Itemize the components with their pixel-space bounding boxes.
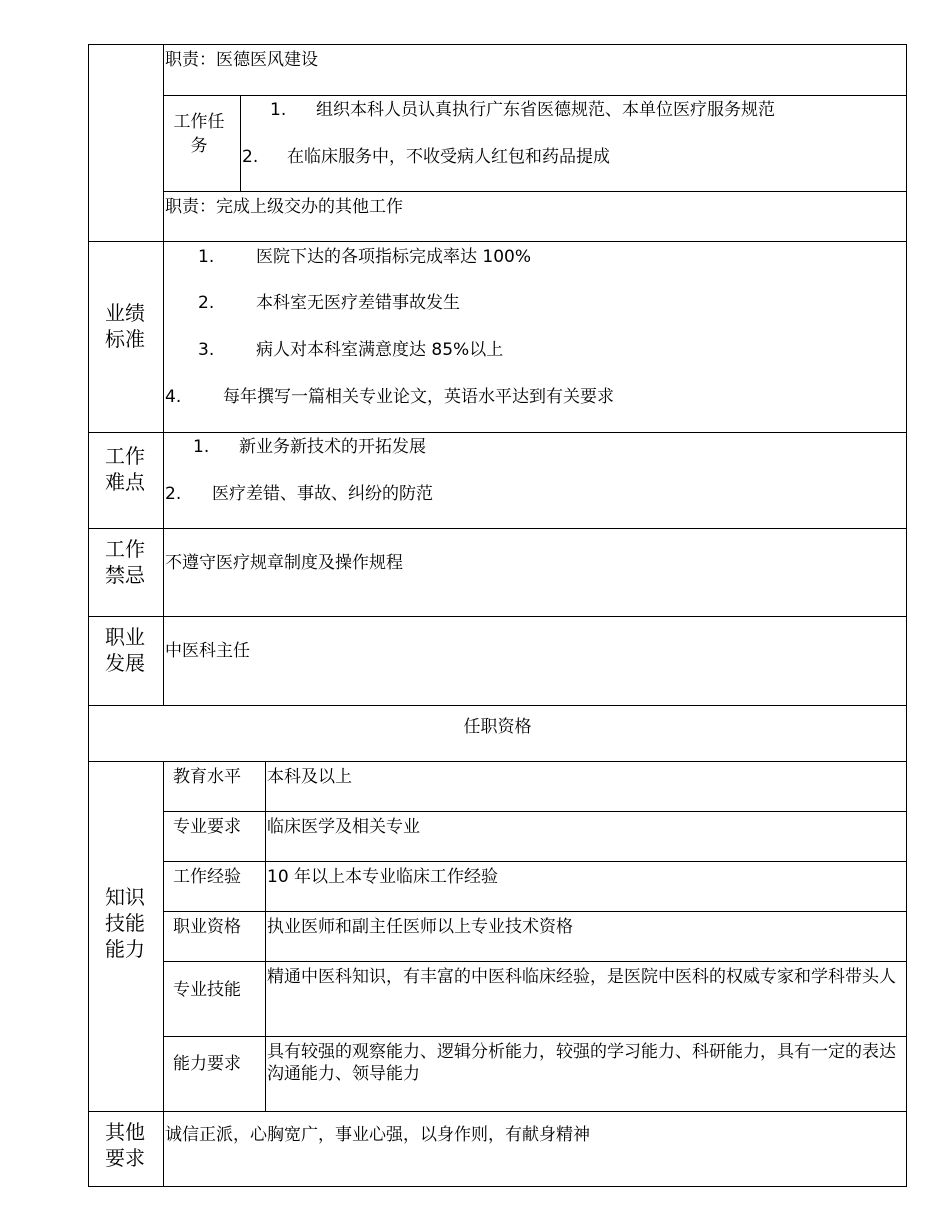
other-label: 其他要求	[105, 1120, 145, 1170]
knowledge-value: 执业医师和副主任医师以上专业技术资格	[267, 917, 573, 937]
knowledge-row-line	[163, 861, 907, 862]
performance-text: 医院下达的各项指标完成率达 100%	[256, 247, 532, 267]
other-text: 诚信正派，心胸宽广，事业心强，以身作则，有献身精神	[165, 1125, 590, 1145]
knowledge-value: 具有较强的观察能力、逻辑分析能力，较强的学习能力、科研能力，具有一定的表达沟通能力、领导能力	[267, 1042, 896, 1084]
knowledge-label: 知识技能能力	[105, 885, 145, 961]
task-number: 1.	[270, 100, 287, 120]
taboo-label: 工作禁忌	[105, 537, 145, 587]
knowledge-row-line	[163, 911, 907, 912]
section-line	[88, 1111, 907, 1112]
knowledge-key: 专业要求	[173, 817, 241, 837]
knowledge-row-line	[163, 1036, 907, 1037]
taboo-text: 不遵守医疗规章制度及操作规程	[165, 553, 403, 573]
difficulty-number: 1.	[193, 437, 210, 457]
knowledge-key: 职业资格	[173, 917, 241, 937]
section-line	[88, 616, 907, 617]
performance-text: 本科室无医疗差错事故发生	[256, 293, 460, 313]
difficulty-number: 2.	[165, 484, 182, 504]
label-column-divider-lower	[163, 761, 164, 1187]
knowledge-key: 工作经验	[173, 867, 241, 887]
performance-number: 1.	[198, 247, 215, 267]
qualification-header: 任职资格	[463, 717, 532, 737]
performance-number: 4.	[165, 387, 182, 407]
difficulty-text: 医疗差错、事故、纠纷的防范	[212, 484, 433, 504]
label-column-divider	[163, 44, 164, 705]
knowledge-row-line	[163, 961, 907, 962]
performance-text: 每年撰写一篇相关专业论文，英语水平达到有关要求	[223, 387, 614, 407]
knowledge-value: 10 年以上本专业临床工作经验	[267, 867, 499, 887]
career-text: 中医科主任	[165, 641, 250, 661]
difficulty-label: 工作难点	[105, 444, 145, 494]
performance-number: 2.	[198, 293, 215, 313]
section-line	[88, 761, 907, 762]
section-line	[88, 705, 907, 706]
career-label: 职业发展	[105, 625, 145, 675]
knowledge-value: 本科及以上	[267, 767, 352, 787]
knowledge-value: 精通中医科知识，有丰富的中医科临床经验，是医院中医科的权威专家和学科带头人	[267, 967, 896, 987]
section-line	[88, 241, 907, 242]
knowledge-key: 专业技能	[173, 980, 241, 1000]
difficulty-text: 新业务新技术的开拓发展	[239, 437, 426, 457]
knowledge-row-line	[163, 811, 907, 812]
performance-text: 病人对本科室满意度达 85%以上	[256, 340, 504, 360]
knowledge-key-divider	[265, 761, 266, 1111]
duty-row-line	[163, 95, 907, 96]
task-text: 在临床服务中，不收受病人红包和药品提成	[287, 147, 610, 167]
duty-row-line	[163, 191, 907, 192]
performance-label: 业绩标准	[105, 301, 145, 351]
task-text: 组织本科人员认真执行广东省医德规范、本单位医疗服务规范	[316, 100, 775, 120]
knowledge-value: 临床医学及相关专业	[267, 817, 420, 837]
section-line	[88, 432, 907, 433]
task-label-divider	[240, 95, 241, 191]
duty-text: 职责：医德医风建设	[165, 50, 318, 70]
performance-number: 3.	[198, 340, 215, 360]
knowledge-key: 教育水平	[173, 767, 241, 787]
section-line	[88, 528, 907, 529]
task-number: 2.	[242, 147, 259, 167]
knowledge-key: 能力要求	[173, 1054, 241, 1074]
task-label: 工作任务	[173, 112, 225, 156]
duty-text: 职责：完成上级交办的其他工作	[165, 197, 403, 217]
